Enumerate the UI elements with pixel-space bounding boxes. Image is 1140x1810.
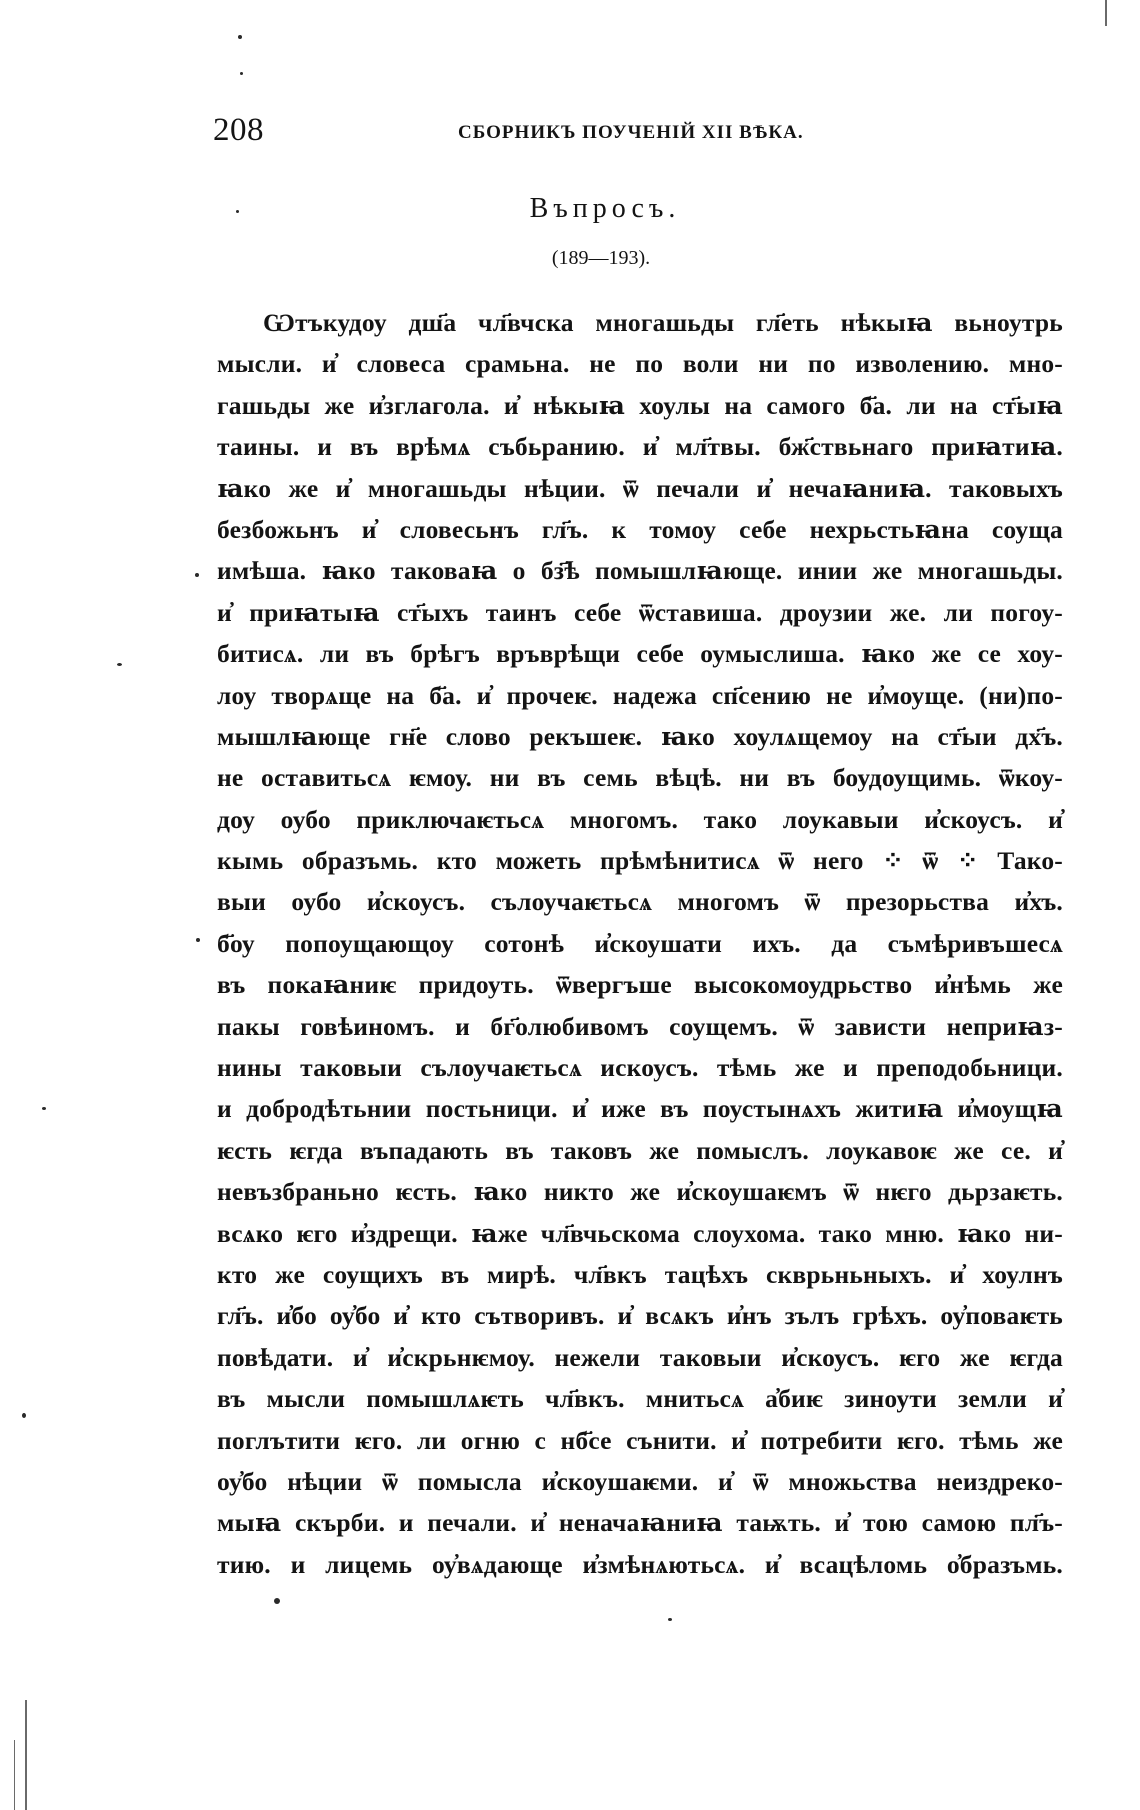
text-line: мыꙗ скърби. и печали. и҆ неначаꙗниꙗ таѭть. и҆ тою самою пл҃ъ- — [217, 1508, 1063, 1538]
scan-speck — [195, 573, 199, 577]
body-text — [217, 302, 1063, 1585]
text-line: имѣша. ꙗко таковаꙗ о бз҃ѣ помышлꙗюще. инии же многашьды. — [217, 556, 1063, 586]
text-line: оу҆бо нѣции ѿ помысла и҆скоушаѥми. и҆ ѿ множьства неиздреко- — [217, 1466, 1063, 1496]
text-line: и҆ приꙗтыꙗ ст҃ыхъ таинъ себе ѿставиша. дроузии же. ли погоу- — [217, 597, 1063, 627]
scan-edge-mark — [1105, 0, 1107, 26]
section-range: (189—193). — [551, 247, 651, 269]
scan-edge-mark — [25, 1700, 27, 1810]
scan-speck — [117, 663, 122, 666]
scan-edge-mark — [14, 1740, 15, 1810]
page-number: 208 — [213, 112, 264, 148]
text-line: гашьды же и҆зглагола. и҆ нѣкыꙗ хоулы на самого б҃а. ли на ст҃ыꙗ — [217, 390, 1063, 420]
running-head: СБОРНИКЪ ПОУЧЕНІЙ XII ВѢКА. — [458, 122, 804, 143]
scan-speck — [238, 35, 242, 39]
page-header — [213, 112, 1063, 162]
scan-speck — [196, 938, 200, 942]
text-line: невъзбраньно ѥсть. ꙗко никто же и҆скоушаѥмъ ѿ нѥго дьрзаѥть. — [217, 1177, 1063, 1207]
section-title: Въпросъ. — [529, 193, 681, 224]
text-line: тию. и лицемь оу҆вѧдающе и҆змѣнѧютьсѧ. и҆ всацѣломь о҆бразъмь. — [217, 1549, 1063, 1579]
text-line: кымь образъмь. кто можеть прѣмѣнитисѧ ѿ него ⁘ ѿ ⁘ Тако- — [217, 846, 1063, 876]
text-line: б҃оу попоущающоу сотонѣ и҆скоушати ихъ. да съмѣривъшесѧ — [217, 928, 1063, 958]
text-line: всѧко ѥго и҆здрещи. ꙗже чл҃вчьскома слоухома. тако мню. ꙗко ни- — [217, 1218, 1063, 1248]
scan-speck — [42, 1107, 46, 1110]
text-line: безбожьнъ и҆ словесьнъ гл҃ъ. к томоу себе нехрьстьꙗна соуща — [217, 514, 1063, 544]
text-line: въ мысли помышлѧѥть чл҃вкъ. мнитьсѧ а҆биѥ зиноути земли и҆ — [217, 1384, 1063, 1414]
text-line: доу оубо приключаѥтьсѧ многомъ. тако лоукавыи и҆скоусъ. и҆ — [217, 804, 1063, 834]
text-line: мысли. и҆ словеса срамьна. не по воли ни по изволению. мно- — [217, 349, 1063, 379]
text-line: и добродѣтьнии постьници. и҆ иже въ поустынѧхъ житиꙗ и҆моущꙗ — [217, 1094, 1063, 1124]
text-line: въ покаꙗниѥ придоуть. ѿвергъше высокомоудрьство и҆нѣмь же — [217, 970, 1063, 1000]
scan-speck — [668, 1618, 672, 1621]
text-line: Ѡтъкудоу дш҃а чл҃вчска многашьды гл҃еть нѣкыꙗ вьноутрь — [263, 308, 1063, 337]
text-line: нины таковыи сълоучаѥтьсѧ искоусъ. тѣмь же и преподобьници. — [217, 1053, 1063, 1083]
text-line: кто же соущихъ въ мирѣ. чл҃вкъ тацѣхъ скврьньныхъ. и҆ хоулнъ — [217, 1259, 1063, 1289]
text-line: битисѧ. ли въ брѣгъ връврѣщи себе оумыслиша. ꙗко же се хоу- — [217, 639, 1063, 669]
scan-speck — [274, 1598, 280, 1604]
text-line: пакы говѣиномъ. и бг҃олюбивомъ соущемъ. ѿ зависти неприꙗз- — [217, 1011, 1063, 1041]
text-line: поглътити ѥго. ли огню с нб҃се сънити. и҆ потребити ѥго. тѣмь же — [217, 1425, 1063, 1455]
text-line: мышлꙗюще гн҃е слово рекъшеѥ. ꙗко хоулѧщемоу на ст҃ыи дх҃ъ. — [217, 721, 1063, 751]
scan-speck — [236, 210, 239, 213]
text-line: ꙗко же и҆ многашьды нѣции. ѿ печали и҆ нечаꙗниꙗ. таковыхъ — [217, 473, 1063, 503]
text-line: гл҃ъ. и҆бо оу҆бо и҆ кто сътворивъ. и҆ всѧкъ и҆нъ зълъ грѣхъ. оу҆поваѥть — [217, 1301, 1063, 1331]
text-line: повѣдати. и҆ и҆скрьнѥмоу. нежели таковыи и҆скоусъ. ѥго же ѥгда — [217, 1342, 1063, 1372]
text-line: лоу творѧще на б҃а. и҆ прочеѥ. надежа сп҃сению не и҆моуще. (ни)по- — [217, 680, 1063, 710]
scan-speck — [240, 72, 243, 75]
text-line: не оставитьсѧ ѥмоу. ни въ семь вѣцѣ. ни въ боудоущимь. ѿкоу- — [217, 763, 1063, 793]
scan-speck — [22, 1413, 26, 1418]
text-line: ѥсть ѥгда въпадають въ таковъ же помыслъ. лоукавоѥ же се. и҆ — [217, 1135, 1063, 1165]
text-line: выи оубо и҆скоусъ. сълоучаѥтьсѧ многомъ ѿ презорьства и҆хъ. — [217, 887, 1063, 917]
text-line: таины. и въ врѣмѧ събьранию. и҆ мл҃твы. бж҃ствьнаго приꙗтиꙗ. — [217, 432, 1063, 462]
